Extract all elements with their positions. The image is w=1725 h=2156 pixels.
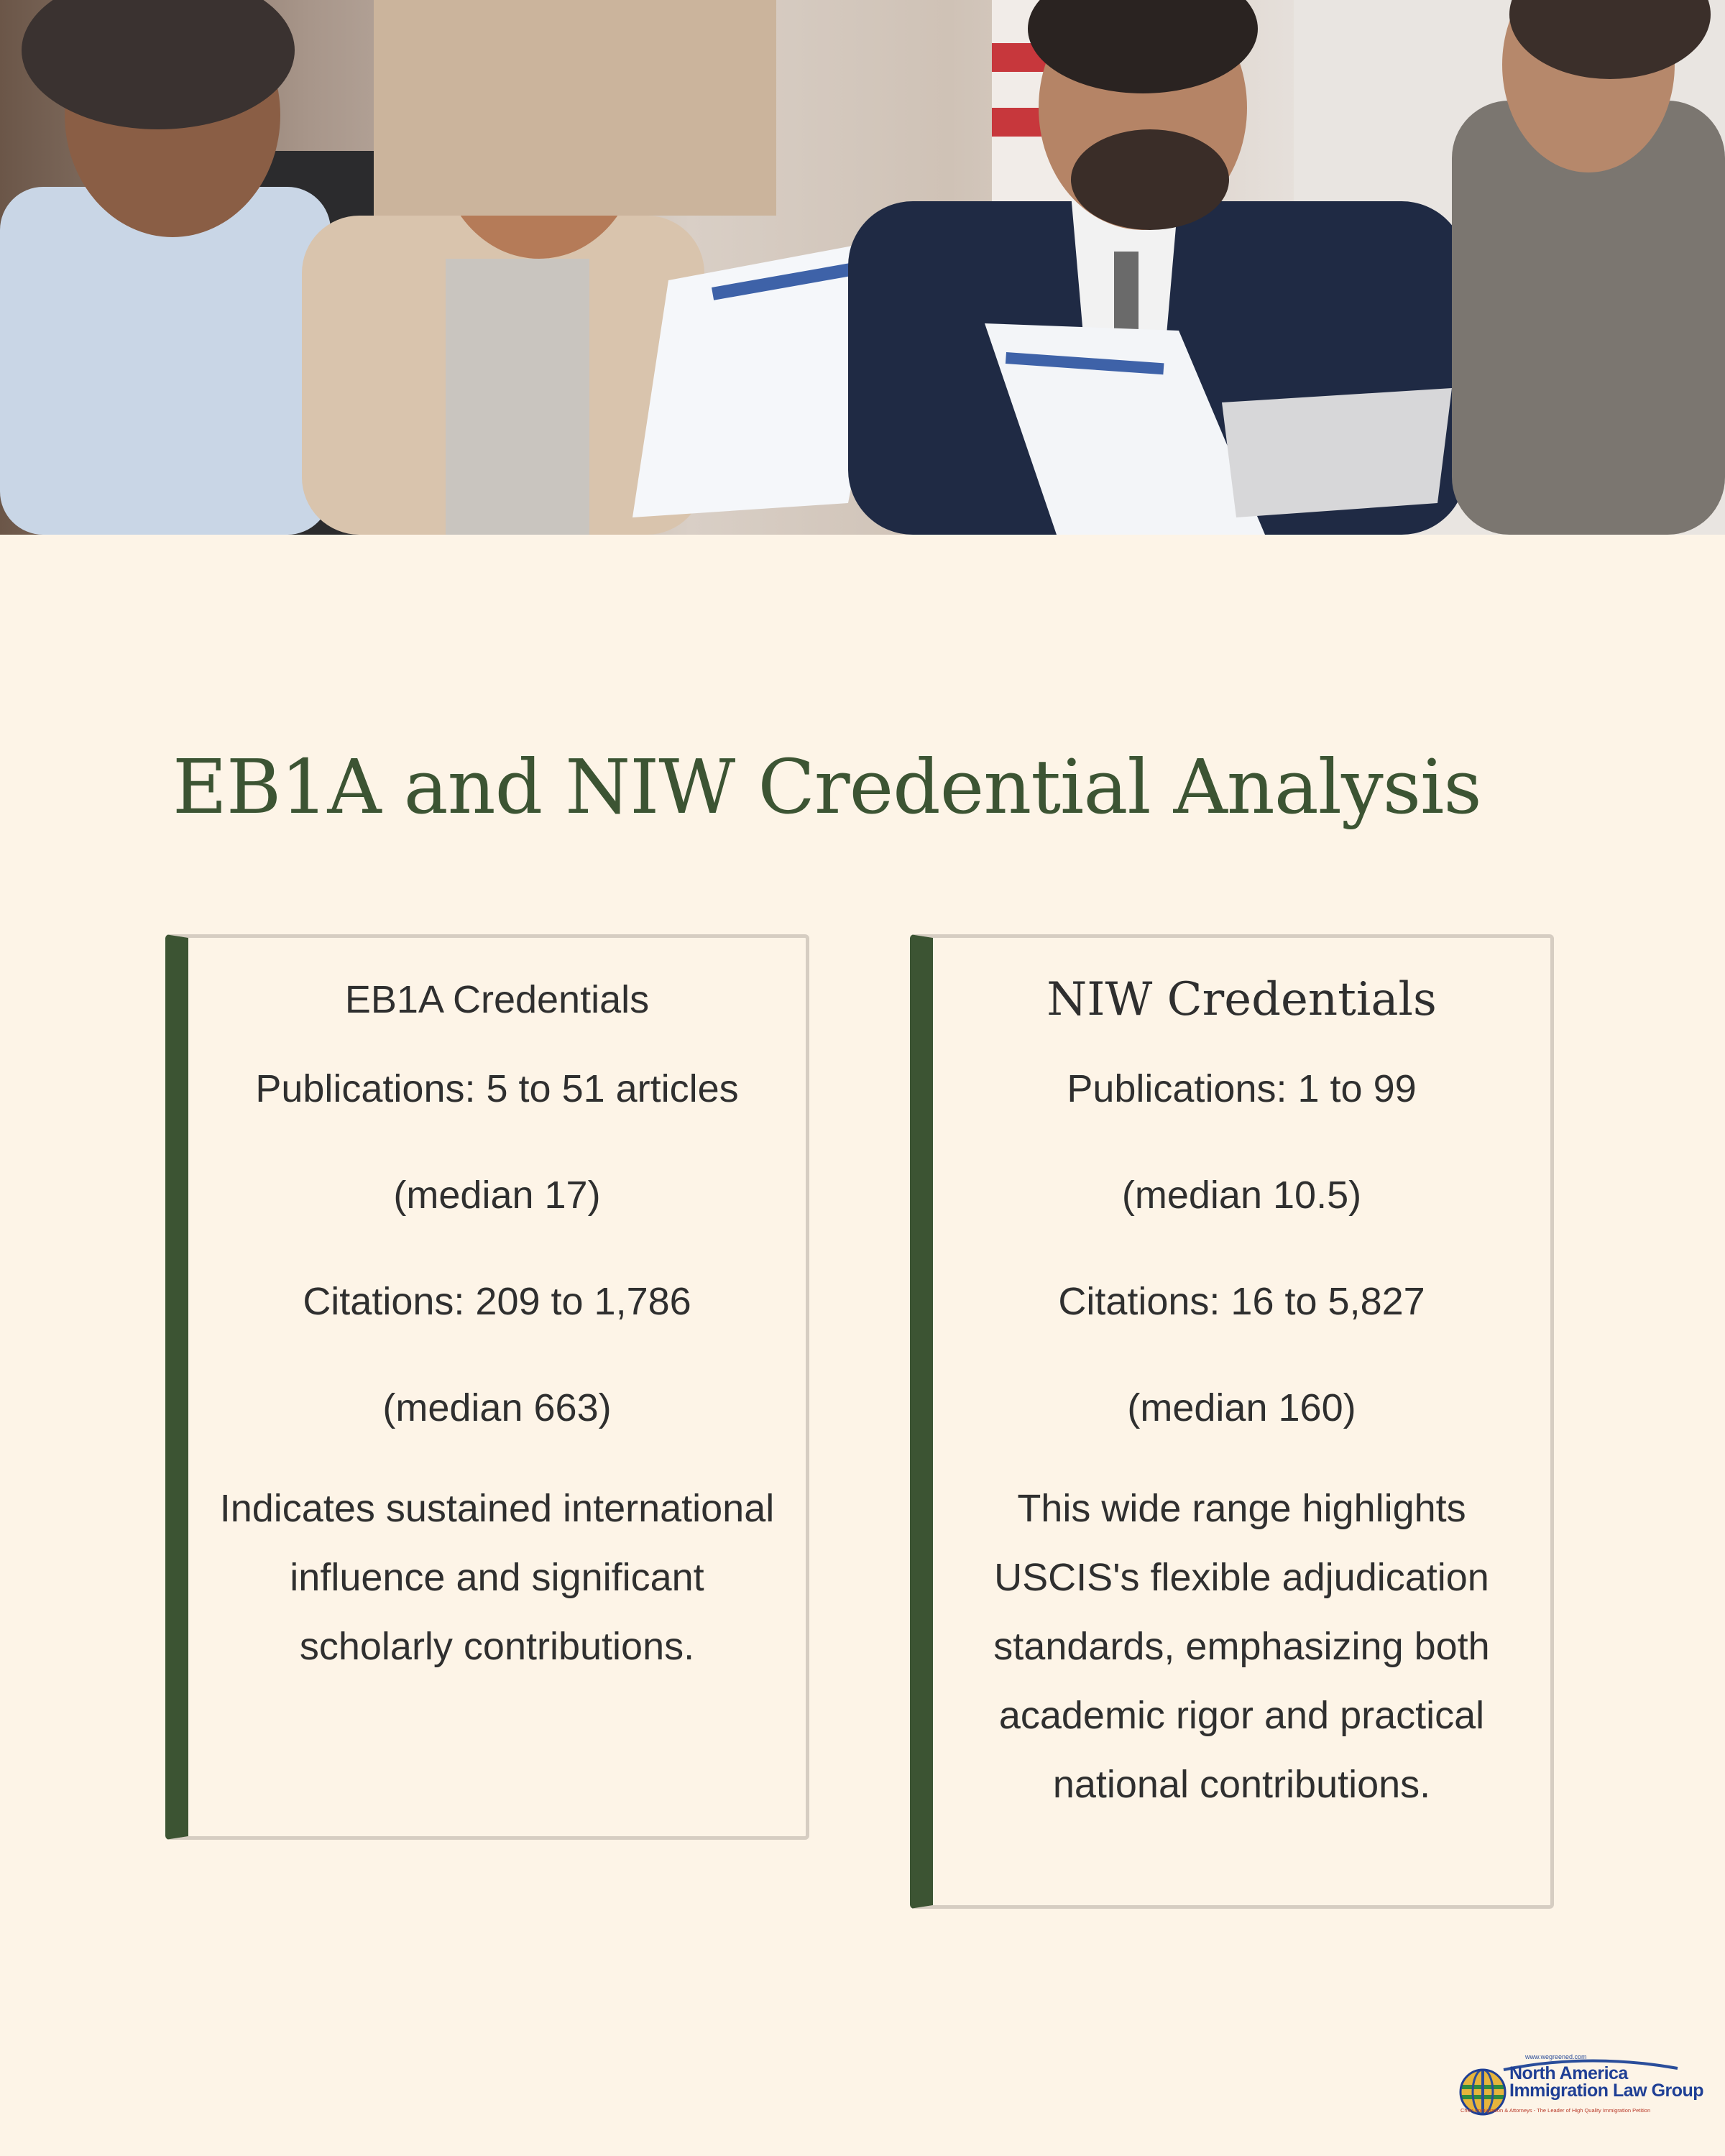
- niw-credentials-card: [910, 934, 1554, 1909]
- eb1a-publications-median: (median 17): [393, 1174, 601, 1217]
- logo-tagline: Chen Immigration & Attorneys - The Leader of High Quality Immigration Petition: [1460, 2107, 1651, 2114]
- niw-publications: Publications: 1 to 99: [1067, 1067, 1417, 1110]
- niw-publications-median: (median 10.5): [1121, 1174, 1362, 1217]
- page-title: EB1A and NIW Credential Analysis: [172, 743, 1481, 831]
- logo-name-line1: North America: [1509, 2063, 1628, 2083]
- eb1a-card-heading: EB1A Credentials: [344, 978, 650, 1021]
- eb1a-description: Indicates sustained international influence and significant scholarly contributions.: [219, 1487, 775, 1668]
- logo-name-line2: Immigration Law Group: [1509, 2081, 1704, 2101]
- eb1a-publications: Publications: 5 to 51 articles: [255, 1067, 739, 1110]
- niw-card-heading: NIW Credentials: [1046, 973, 1437, 1026]
- hero-photo: [0, 0, 1725, 535]
- niw-citations: Citations: 16 to 5,827: [1058, 1280, 1425, 1323]
- niw-citations-median: (median 160): [1127, 1386, 1356, 1429]
- logo-url: www.wegreened.com: [1525, 2053, 1587, 2060]
- eb1a-citations: Citations: 209 to 1,786: [303, 1280, 691, 1323]
- niw-description: This wide range highlights USCIS's flexible adjudication standards, emphasizing both academic rigor and practical national contributions.: [993, 1487, 1490, 1806]
- hero-illustration: [0, 0, 1725, 535]
- company-logo: [1459, 2053, 1704, 2117]
- eb1a-citations-median: (median 663): [382, 1386, 612, 1429]
- eb1a-credentials-card: [165, 934, 809, 1840]
